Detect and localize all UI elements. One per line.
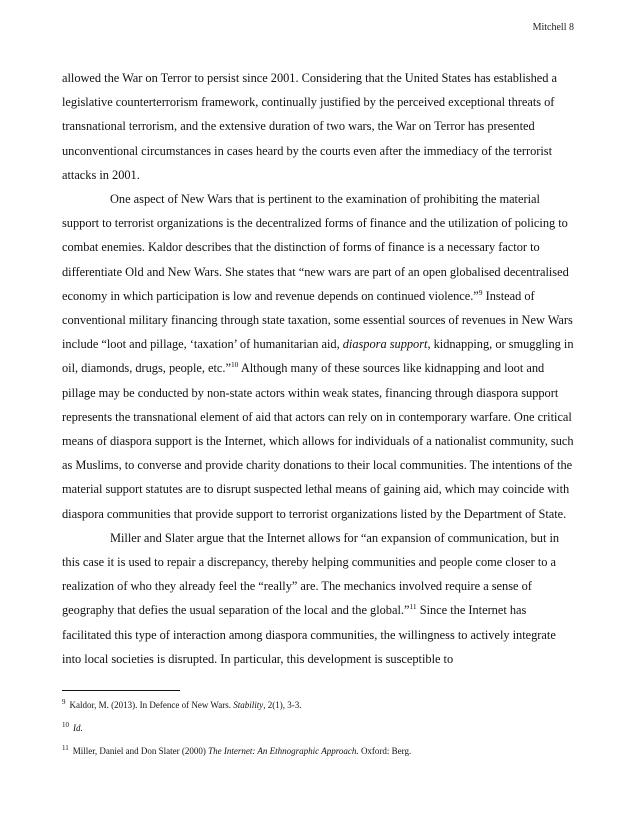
- footnote-ref-9: 9: [478, 287, 483, 297]
- emphasis-diaspora-support: diaspora support: [342, 337, 428, 352]
- paragraph-3-text-b: Since the Internet has facilitated this type of interaction among diaspora communities, the willingness to actively integrate into local societies is disrupted. In particular, this development is susceptible to: [62, 603, 556, 666]
- footnote-text: Kaldor, M. (2013). In Defence of New Wars.: [69, 700, 234, 710]
- footnote-10: [62, 722, 582, 735]
- footnote-italic: Id.: [73, 723, 83, 733]
- footnote-9: [62, 699, 582, 712]
- footnote-ref-11: 11: [409, 602, 417, 612]
- paragraph-3-text-a: Miller and Slater argue that the Internet allows for “an expansion of communication, but in this case it is used to repair a discrepancy, thereby helping communities and people come closer to a realization of who they already feel the “really” are. The mechanics involved require a sense of geography that defies the usual separation of the local and the global.”: [62, 530, 560, 618]
- running-head: Mitchell 8: [532, 22, 574, 33]
- footnote-number: 11: [62, 744, 69, 752]
- footnote-ref-10: 10: [230, 360, 239, 370]
- paragraph-2-text-a: One aspect of New Wars that is pertinent to the examination of prohibiting the material support to terrorist organizations is the decentralized forms of finance and the utilization of policing to combat enemies. Kaldor describes that the distinction of forms of finance is a necessary factor to differentiate Old and New Wars. She states that “new wars are part of an open globalised decentralised economy in which participation is low and revenue depends on continued violence.”: [62, 192, 569, 303]
- paragraph-2-text-d: Although many of these sources like kidnapping and loot and pillage may be conducted by non-state actors within weak states, financing through diaspora support represents the transnational element of aid that actors can rely on in contemporary warfare. One critical means of diaspora support is the Internet, which allows for individuals of a nationalist community, such as Muslims, to converse and provide charity donations to their local communities. The intentions of the material support statutes are to disrupt suspected lethal means of gaining aid, which may coincide with diaspora communities that provide support to terrorist organizations listed by the Department of State.: [62, 361, 574, 521]
- footnote-separator: [62, 690, 180, 691]
- footnote-italic: Stability: [233, 700, 264, 710]
- paragraph-2: [62, 187, 578, 526]
- paragraph-1: allowed the War on Terror to persist since 2001. Considering that the United States has established a legislative counterterrorism framework, continually justified by the perceived exceptional threats of transnational terrorism, and the extensive duration of two wars, the War on Terror has presented unconventional circumstances in cases heard by the courts even after the immediacy of the terrorist attacks in 2001.: [62, 71, 557, 182]
- footnotes: [62, 699, 582, 768]
- footnote-number: 10: [62, 721, 69, 729]
- paragraph-2-text-b: Instead of conventional military financing through state taxation, some essential sources of revenues in New Wars include “loot and pillage, ‘taxation’ of humanitarian aid,: [62, 288, 573, 352]
- paragraph-2-text-c: , kidnapping, or smuggling in oil, diamonds, drugs, people, etc.”: [62, 337, 574, 376]
- footnote-text-end: Oxford: Berg.: [358, 746, 412, 756]
- paragraph-3: [62, 526, 578, 671]
- body-text: [62, 66, 578, 671]
- footnote-11: [62, 745, 582, 758]
- footnote-text: Miller, Daniel and Don Slater (2000): [72, 746, 209, 756]
- footnote-number: 9: [62, 698, 66, 706]
- footnote-italic: The Internet: An Ethnographic Approach.: [208, 746, 359, 756]
- footnote-text-end: , 2(1), 3-3.: [263, 700, 302, 710]
